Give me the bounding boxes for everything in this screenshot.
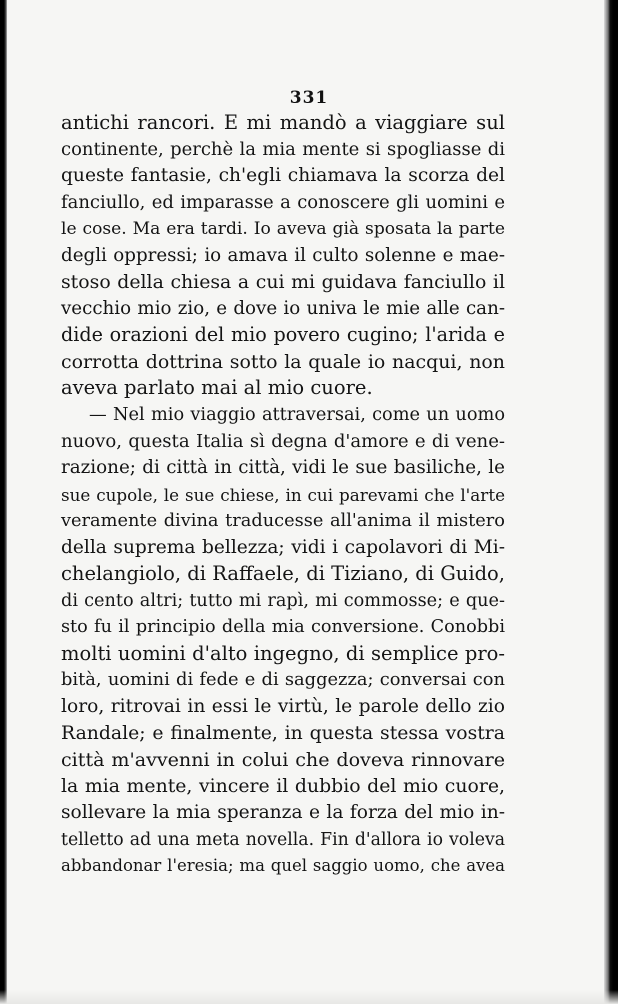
text-line: di cento altri; tutto mi rapì, mi commosse; e que-: [61, 590, 505, 611]
page-right-edge: [604, 0, 618, 1004]
text-line: sue cupole, le sue chiese, in cui parevami che l'arte: [61, 484, 505, 505]
text-line: della suprema bellezza; vidi i capolavori di Mi-: [61, 536, 505, 558]
text-line: vecchio mio zio, e dove io univa le mie alle can-: [61, 297, 505, 319]
text-line: degli oppressi; io amava il culto solenne e mae-: [61, 244, 505, 266]
text-line: la mia mente, vincere il dubbio del mio cuore,: [61, 775, 505, 797]
text-line: loro, ritrovai in essi le virtù, le parole dello zio: [61, 696, 505, 718]
text-line: Randale; e finalmente, in questa stessa vostra: [61, 722, 505, 744]
text-line: molti uomini d'alto ingegno, di semplice pro-: [61, 641, 505, 665]
text-line: corrotta dottrina sotto la quale io nacqui, non: [61, 350, 505, 373]
text-line: dide orazioni del mio povero cugino; l'arida e: [61, 323, 505, 347]
text-line: sollevare la mia speranza e la forza del mio in-: [61, 802, 505, 824]
text-line: abbandonar l'eresia; ma quel saggio uomo, che avea: [61, 856, 505, 876]
text-line: città m'avvenni in colui che doveva rinnovare: [61, 748, 505, 772]
paragraph-end-line: aveva parlato mai al mio cuore.: [61, 376, 373, 400]
text-line: fanciullo, ed imparasse a conoscere gli uomini e: [61, 191, 505, 213]
text-line: stoso della chiesa a cui mi guidava fanciullo il: [61, 271, 505, 294]
page-bottom-shadow: [0, 990, 618, 1004]
page-left-edge: [0, 0, 7, 1004]
text-line: veramente divina traducesse all'anima il mistero: [61, 511, 505, 532]
text-line: continente, perchè la mia mente si spogliasse di: [61, 138, 505, 160]
text-line: sto fu il principio della mia conversione. Conobbi: [61, 617, 505, 638]
text-line: antichi rancori. E mi mandò a viaggiare sul: [61, 111, 505, 134]
text-line: bità, uomini di fede e di saggezza; conversai con: [61, 669, 505, 691]
body-text: [61, 110, 505, 880]
page-number: 331: [289, 88, 329, 108]
text-line: chelangiolo, di Raffaele, di Tiziano, di Guido,: [61, 562, 505, 586]
text-line: queste fantasie, ch'egli chiamava la scorza del: [61, 165, 505, 187]
text-line: telletto ad una meta novella. Fin d'allora io voleva: [61, 829, 505, 850]
text-line: nuovo, questa Italia sì degna d'amore e di vene-: [61, 430, 505, 452]
text-line: razione; di città in città, vidi le sue basiliche, le: [61, 457, 505, 479]
paragraph-start-line: — Nel mio viaggio attraversai, come un uomo: [89, 405, 505, 426]
text-line: le cose. Ma era tardi. Io aveva già sposata la parte: [61, 219, 505, 240]
